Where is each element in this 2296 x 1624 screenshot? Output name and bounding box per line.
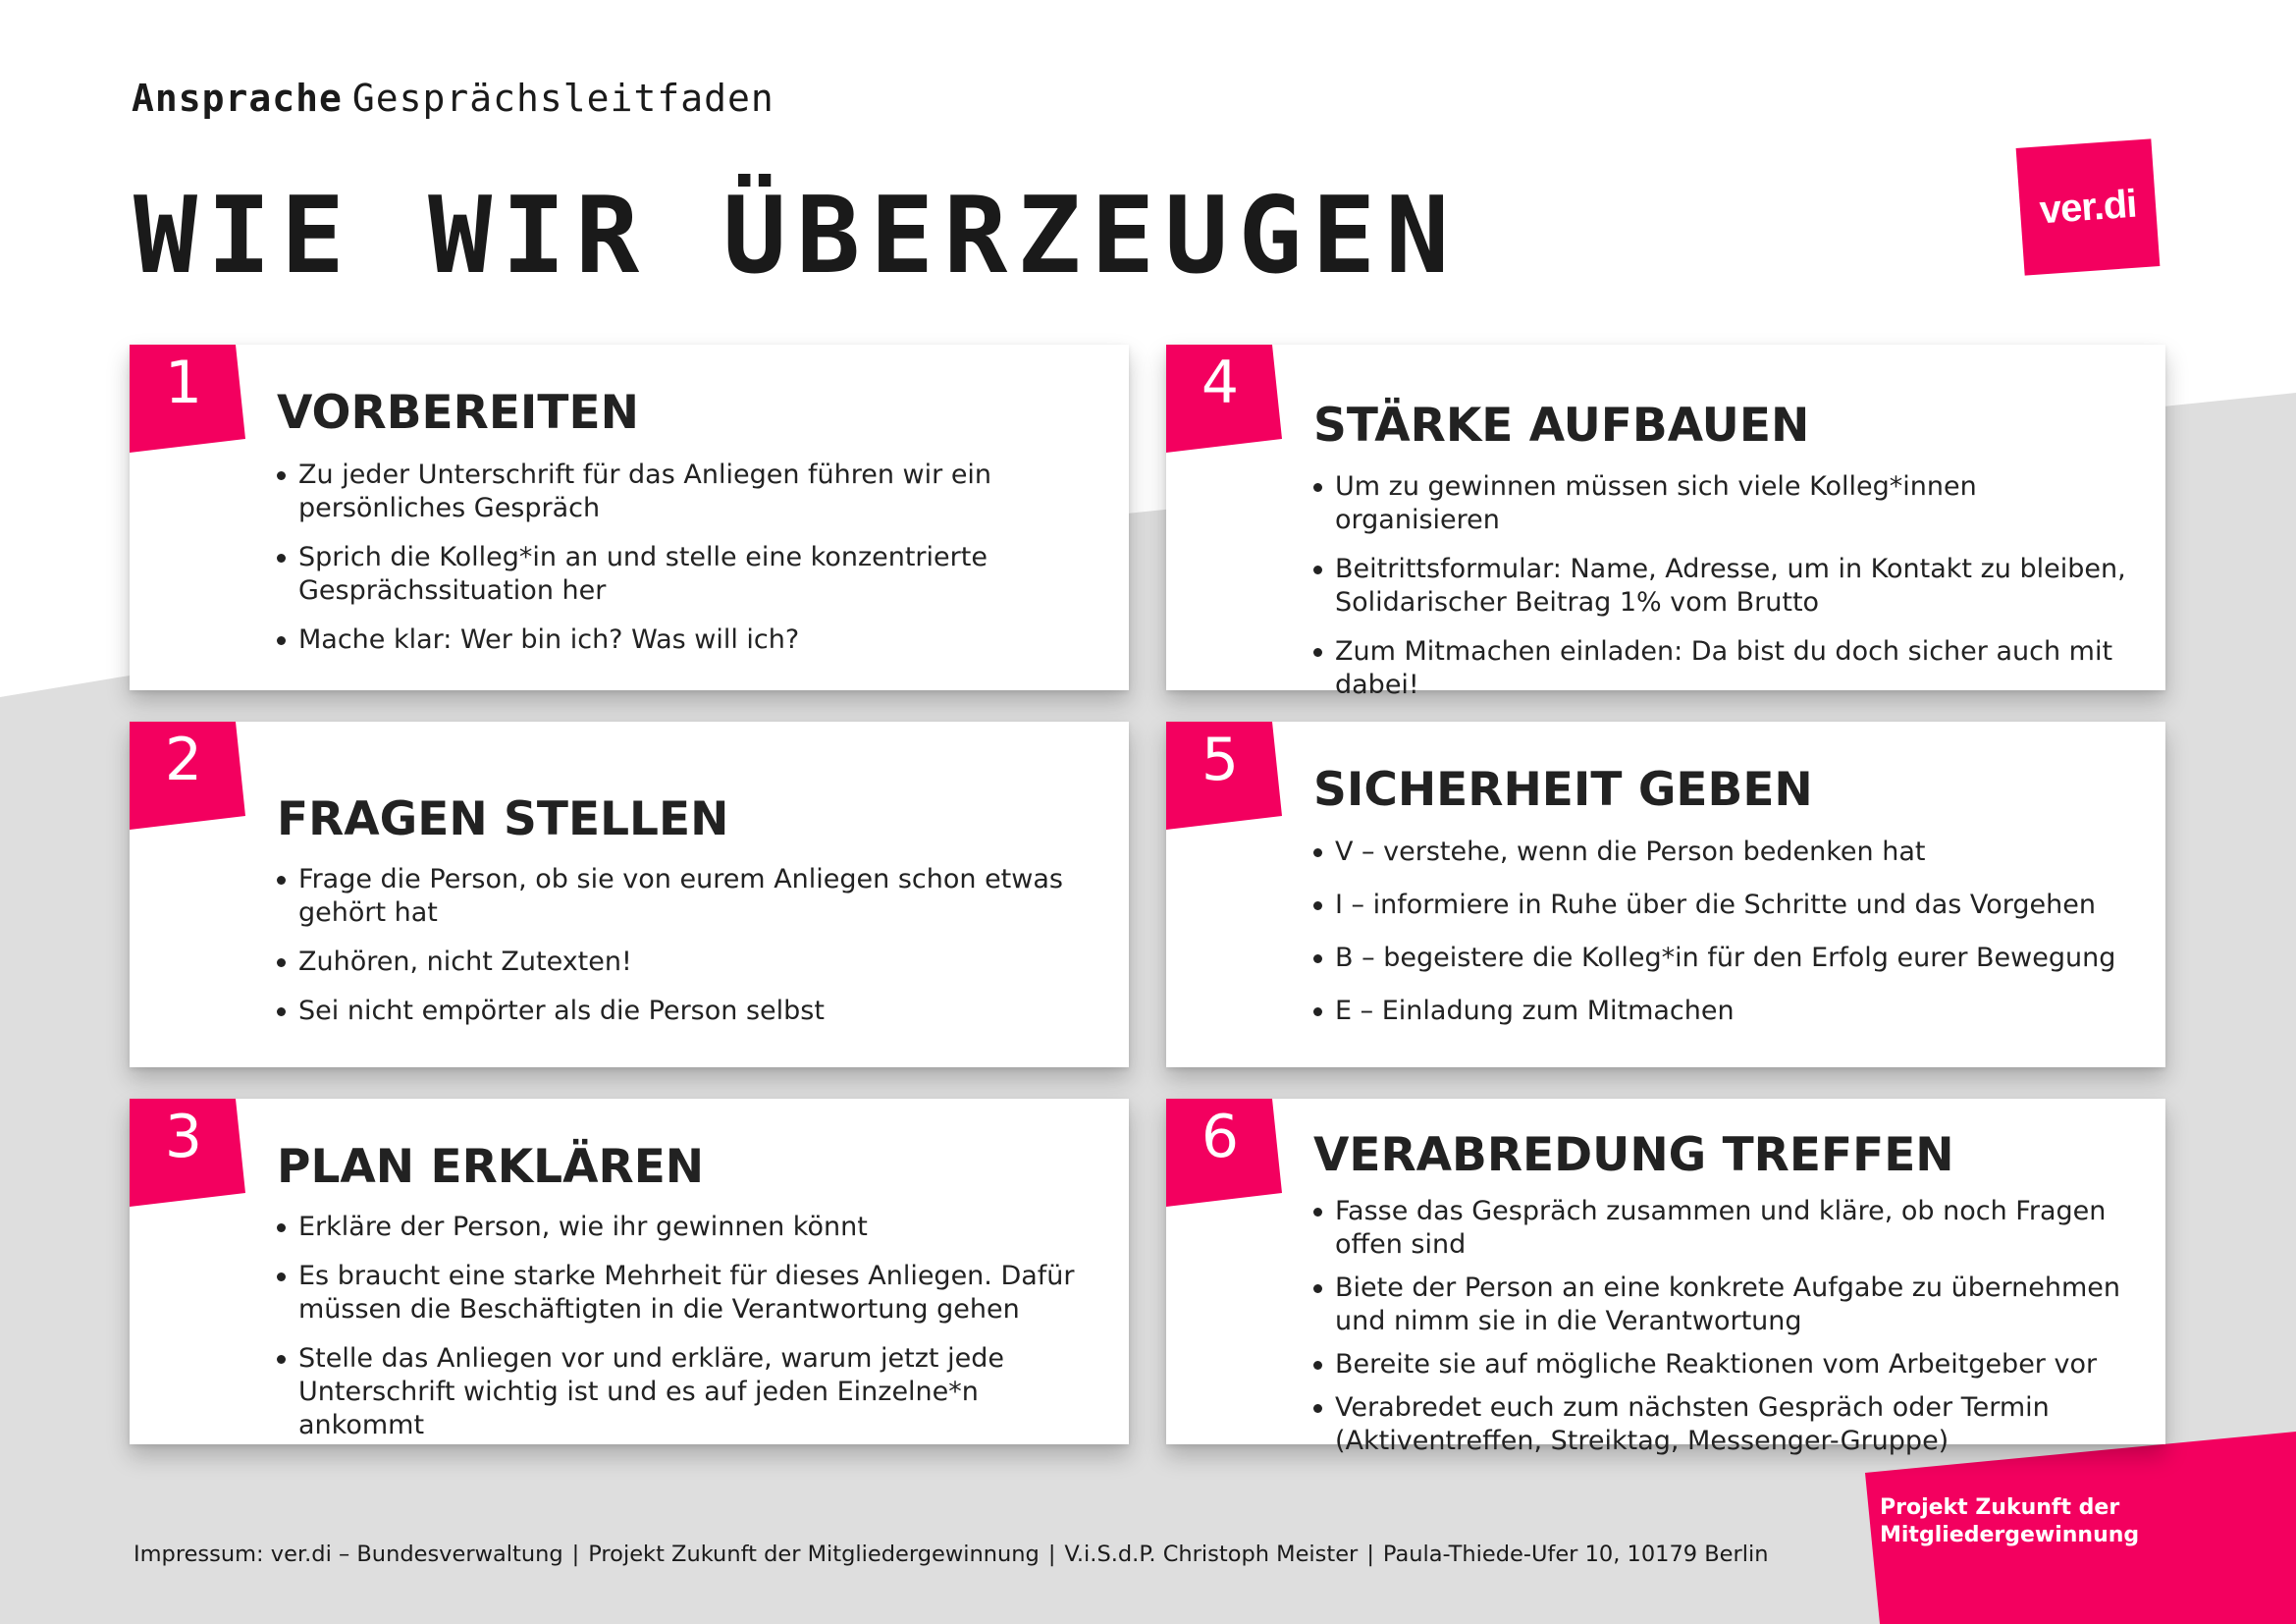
bullet-item: E – Einladung zum Mitmachen <box>1311 995 2146 1028</box>
footer-separator: | <box>1366 1542 1374 1567</box>
step-number-badge <box>1166 722 1282 830</box>
bullet-item: Stelle das Anliegen vor und erkläre, warum jetzt jede Unterschrift wichtig ist und es auf jeden Einzelne*n ankommt <box>275 1342 1109 1442</box>
footer-part: Impressum: ver.di – Bundesverwaltung <box>133 1542 563 1567</box>
logo-text: ver.di <box>2038 182 2138 232</box>
bullet-item: Beitrittsformular: Name, Adresse, um in Kontakt zu bleiben, Solidarischer Beitrag 1% vom Brutto <box>1311 553 2146 620</box>
bullet-item: Frage die Person, ob sie von eurem Anliegen schon etwas gehört hat <box>275 863 1109 930</box>
imprint-footer <box>133 1542 1769 1567</box>
bullet-item: Verabredet euch zum nächsten Gespräch oder Termin (Aktiventreffen, Streiktag, Messenger-Gruppe) <box>1311 1391 2146 1458</box>
step-number: 2 <box>164 726 203 794</box>
step-bullet-list <box>275 1211 1109 1458</box>
step-bullet-list <box>1311 470 2146 718</box>
bullet-item: Biete der Person an eine konkrete Aufgabe zu übernehmen und nimm sie in die Verantwortung <box>1311 1272 2146 1338</box>
step-title: VERABREDUNG TREFFEN <box>1313 1128 1954 1182</box>
step-number-badge <box>1166 1099 1282 1207</box>
footer-separator: | <box>1047 1542 1056 1567</box>
step-number-badge <box>130 345 245 453</box>
step-bullet-list <box>1311 836 2146 1048</box>
step-number: 5 <box>1201 726 1240 794</box>
step-number: 6 <box>1201 1103 1240 1171</box>
step-bullet-list <box>275 459 1109 673</box>
bullet-item: V – verstehe, wenn die Person bedenken hat <box>1311 836 2146 869</box>
bullet-item: Um zu gewinnen müssen sich viele Kolleg*innen organisieren <box>1311 470 2146 537</box>
step-card-6 <box>1166 1099 2165 1456</box>
project-label <box>1880 1494 2139 1549</box>
step-number-badge <box>130 1099 245 1207</box>
bullet-item: Erkläre der Person, wie ihr gewinnen könnt <box>275 1211 1109 1244</box>
bullet-item: Zuhören, nicht Zutexten! <box>275 946 1109 979</box>
step-title: SICHERHEIT GEBEN <box>1313 763 1813 817</box>
footer-separator: | <box>571 1542 580 1567</box>
kicker-subtitle: Gesprächsleitfaden <box>351 77 774 120</box>
kicker-category: Ansprache <box>132 77 343 120</box>
bullet-item: Sei nicht empörter als die Person selbst <box>275 995 1109 1028</box>
bullet-item: Mache klar: Wer bin ich? Was will ich? <box>275 623 1109 657</box>
step-title: FRAGEN STELLEN <box>277 792 729 846</box>
project-label-line: Projekt Zukunft der <box>1880 1495 2120 1520</box>
step-card-4 <box>1166 345 2165 700</box>
bullet-item: I – informiere in Ruhe über die Schritte und das Vorgehen <box>1311 889 2146 922</box>
step-card-1 <box>130 345 1129 690</box>
kicker <box>132 77 774 120</box>
page-title: WIE WIR ÜBERZEUGEN <box>133 175 1460 298</box>
footer-part: Paula-Thiede-Ufer 10, 10179 Berlin <box>1382 1542 1769 1567</box>
bullet-item: Zum Mitmachen einladen: Da bist du doch sicher auch mit dabei! <box>1311 635 2146 702</box>
step-number: 3 <box>164 1103 203 1171</box>
bullet-item: B – begeistere die Kolleg*in für den Erfolg eurer Bewegung <box>1311 942 2146 975</box>
step-number: 4 <box>1201 349 1240 417</box>
bullet-item: Bereite sie auf mögliche Reaktionen vom Arbeitgeber vor <box>1311 1348 2146 1381</box>
step-card-3 <box>130 1099 1129 1444</box>
footer-part: Projekt Zukunft der Mitgliedergewinnung <box>588 1542 1040 1567</box>
step-title: STÄRKE AUFBAUEN <box>1313 399 1810 453</box>
step-card-5 <box>1166 722 2165 1067</box>
step-number: 1 <box>164 349 203 417</box>
bullet-item: Es braucht eine starke Mehrheit für dieses Anliegen. Dafür müssen die Beschäftigten in die Verantwortung gehen <box>275 1260 1109 1326</box>
project-label-line: Mitgliedergewinnung <box>1880 1523 2140 1547</box>
step-number-badge <box>1166 345 1282 453</box>
bullet-item: Zu jeder Unterschrift für das Anliegen führen wir ein persönliches Gespräch <box>275 459 1109 525</box>
step-number-badge <box>130 722 245 830</box>
step-title: PLAN ERKLÄREN <box>277 1140 705 1194</box>
footer-part: V.i.S.d.P. Christoph Meister <box>1064 1542 1359 1567</box>
verdi-logo <box>2016 138 2161 275</box>
step-title: VORBEREITEN <box>277 386 639 440</box>
bullet-item: Fasse das Gespräch zusammen und kläre, ob noch Fragen offen sind <box>1311 1195 2146 1262</box>
step-bullet-list <box>1311 1195 2146 1468</box>
bullet-item: Sprich die Kolleg*in an und stelle eine konzentrierte Gesprächssituation her <box>275 541 1109 608</box>
step-bullet-list <box>275 863 1109 1044</box>
step-card-2 <box>130 722 1129 1067</box>
